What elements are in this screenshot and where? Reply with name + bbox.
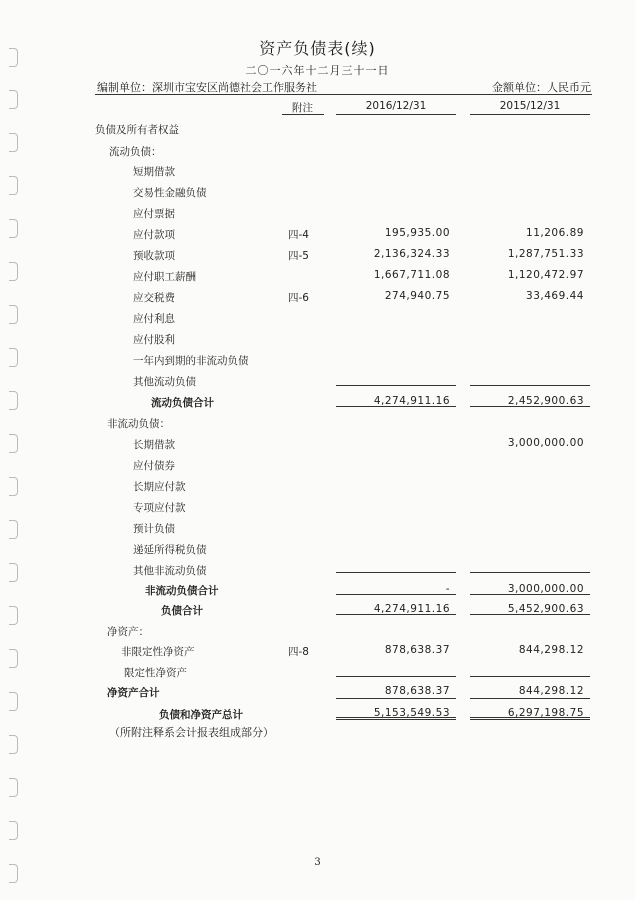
row-note: 四-8 — [288, 646, 309, 658]
column-rule-note — [282, 114, 324, 115]
column-header-note: 附注 — [292, 102, 313, 114]
row-label: 限定性净资产 — [124, 667, 187, 679]
column-rule-2015 — [470, 114, 590, 115]
row-label: 非流动负债合计 — [145, 585, 219, 597]
subtotal-rule — [470, 406, 590, 407]
row-label: 交易性金融负债 — [133, 187, 207, 199]
subtotal-rule — [470, 594, 590, 595]
subtotal-rule — [470, 614, 590, 615]
row-label: 应付票据 — [133, 208, 175, 220]
row-label: 非流动负债： — [107, 418, 170, 430]
table-row-dividends-payable — [0, 332, 635, 352]
row-label: 专项应付款 — [133, 502, 186, 514]
row-label: 预计负债 — [133, 523, 175, 535]
subtotal-rule — [470, 572, 590, 573]
table-row-current-liabilities-header — [0, 144, 635, 164]
table-row-section-header-liabilities-equity — [0, 122, 635, 142]
row-label: 净资产合计 — [107, 687, 160, 699]
table-row-total-current-liabilities — [0, 395, 635, 415]
row-label: 流动负债： — [109, 146, 162, 158]
row-label: 净资产： — [107, 626, 149, 638]
table-row-restricted-net-assets — [0, 665, 635, 685]
footnote: （所附注释系会计报表组成部分） — [109, 726, 274, 739]
subtotal-rule — [470, 385, 590, 386]
row-label: 长期应付款 — [133, 481, 186, 493]
page-number: 3 — [314, 857, 321, 868]
row-label: 应付职工薪酬 — [133, 271, 196, 283]
subtotal-rule — [336, 385, 456, 386]
table-row-deferred-tax-liabilities — [0, 542, 635, 562]
subtotal-rule — [336, 406, 456, 407]
row-value-2015: 6,297,198.75 — [507, 707, 584, 719]
row-label: 流动负债合计 — [151, 397, 214, 409]
row-value-2015: 33,469.44 — [526, 290, 584, 302]
row-label: 短期借款 — [133, 166, 175, 178]
binding-ring — [9, 821, 18, 840]
binding-ring — [9, 90, 18, 109]
row-note: 四-4 — [288, 229, 309, 241]
row-label: 应付债券 — [133, 460, 175, 472]
row-note: 四-5 — [288, 250, 309, 262]
row-value-2016: 5,153,549.53 — [373, 707, 450, 719]
header-rule — [95, 94, 592, 95]
preparer: 编制单位：深圳市宝安区尚德社会工作服务社 — [97, 81, 317, 94]
row-label: 递延所得税负债 — [133, 544, 207, 556]
subtotal-rule — [336, 572, 456, 573]
row-value-2015: 5,452,900.63 — [507, 603, 584, 615]
table-row-long-term-borrowings — [0, 437, 635, 457]
row-label: 应交税费 — [133, 292, 175, 304]
row-label: 预收款项 — [133, 250, 175, 262]
row-value-2016: 1,667,711.08 — [373, 269, 450, 281]
column-header-2016: 2016/12/31 — [365, 100, 427, 112]
row-label: 长期借款 — [133, 439, 175, 451]
row-value-2015: 844,298.12 — [518, 644, 584, 656]
table-row-net-assets-header — [0, 624, 635, 644]
table-row-taxes-payable — [0, 290, 635, 310]
row-label: 其他非流动负债 — [133, 565, 207, 577]
page-title: 资产负债表(续) — [259, 39, 376, 58]
double-total-rule — [470, 717, 590, 720]
binding-ring — [9, 735, 18, 754]
table-row-other-non-current-liabilities — [0, 563, 635, 583]
subtotal-rule — [336, 698, 456, 699]
table-row-non-current-liabilities-header — [0, 416, 635, 436]
column-rule-2016 — [336, 114, 456, 115]
table-row-short-term-borrowings — [0, 164, 635, 184]
row-value-2015: 3,000,000.00 — [507, 583, 584, 595]
binding-ring — [9, 778, 18, 797]
table-row-other-current-liabilities — [0, 374, 635, 394]
row-value-2016: - — [445, 583, 450, 595]
row-value-2015: 844,298.12 — [518, 685, 584, 697]
table-row-total-non-current-liabilities — [0, 583, 635, 603]
row-label: 应付股利 — [133, 334, 175, 346]
row-label: 应付款项 — [133, 229, 175, 241]
column-header-2015: 2015/12/31 — [499, 100, 561, 112]
table-row-accounts-payable — [0, 227, 635, 247]
row-value-2016: 2,136,324.33 — [373, 248, 450, 260]
table-row-bonds-payable — [0, 458, 635, 478]
currency-unit: 金额单位：人民币元 — [492, 81, 591, 94]
row-value-2015: 3,000,000.00 — [507, 437, 584, 449]
row-label: 负债和净资产总计 — [159, 709, 243, 721]
row-value-2016: 878,638.37 — [384, 644, 450, 656]
row-value-2016: 195,935.00 — [384, 227, 450, 239]
row-note: 四-6 — [288, 292, 309, 304]
row-value-2015: 2,452,900.63 — [507, 395, 584, 407]
row-label: 一年内到期的非流动负债 — [133, 355, 249, 367]
table-row-total-liabilities — [0, 603, 635, 623]
row-label: 负债合计 — [161, 605, 203, 617]
subtotal-rule — [336, 676, 456, 677]
table-row-advances-from-customers — [0, 248, 635, 268]
row-value-2016: 4,274,911.16 — [373, 603, 450, 615]
row-value-2015: 1,287,751.33 — [507, 248, 584, 260]
table-row-special-payables — [0, 500, 635, 520]
subtotal-rule — [336, 594, 456, 595]
row-value-2015: 1,120,472.97 — [507, 269, 584, 281]
table-row-employee-benefits-payable — [0, 269, 635, 289]
table-row-estimated-liabilities — [0, 521, 635, 541]
report-date: 二〇一六年十二月三十一日 — [245, 64, 390, 77]
subtotal-rule — [470, 698, 590, 699]
table-row-trading-financial-liabilities — [0, 185, 635, 205]
table-row-notes-payable — [0, 206, 635, 226]
table-row-interest-payable — [0, 311, 635, 331]
table-row-total-net-assets — [0, 685, 635, 705]
row-label: 负债及所有者权益 — [95, 124, 179, 136]
row-label: 应付利息 — [133, 313, 175, 325]
row-value-2016: 274,940.75 — [384, 290, 450, 302]
double-total-rule — [336, 717, 456, 720]
table-row-long-term-payables — [0, 479, 635, 499]
row-value-2016: 878,638.37 — [384, 685, 450, 697]
row-value-2016: 4,274,911.16 — [373, 395, 450, 407]
row-value-2015: 11,206.89 — [526, 227, 584, 239]
table-row-non-current-due-within-year — [0, 353, 635, 373]
row-label: 非限定性净资产 — [121, 646, 195, 658]
subtotal-rule — [336, 614, 456, 615]
subtotal-rule — [470, 676, 590, 677]
row-label: 其他流动负债 — [133, 376, 196, 388]
table-row-unrestricted-net-assets — [0, 644, 635, 664]
